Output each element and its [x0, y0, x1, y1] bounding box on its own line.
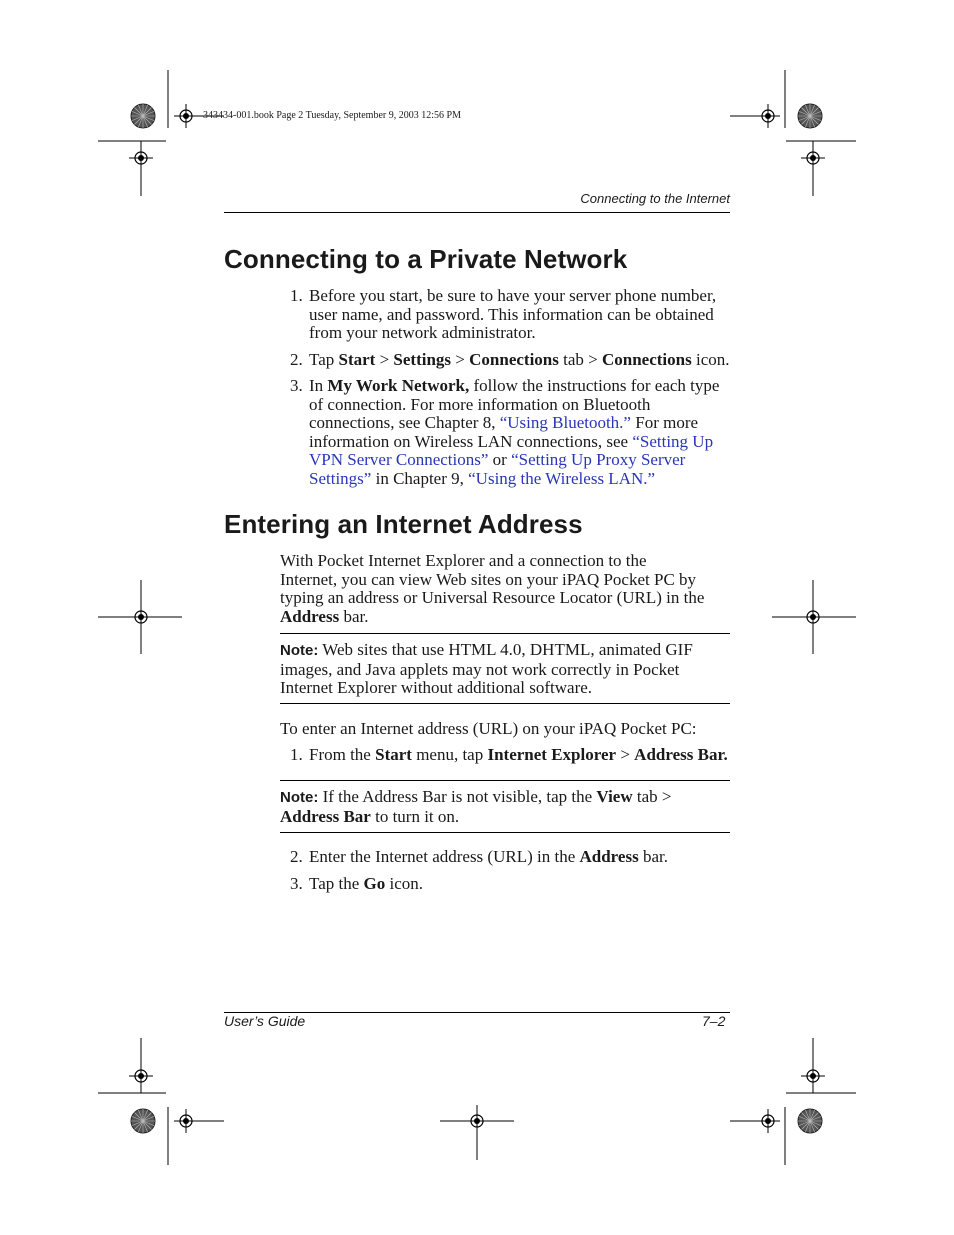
text-run: Tap the [309, 874, 364, 893]
ui-term-view: View [596, 787, 633, 806]
text-run: information on Wireless LAN connections, see [309, 431, 633, 451]
text-run: Enter the Internet address (URL) in the [309, 847, 580, 866]
step-number: 3. [290, 376, 303, 395]
step-text [309, 848, 729, 867]
page-number: 7–2 [702, 1013, 726, 1029]
text-line: Internet Explorer without additional software. [280, 678, 593, 697]
note-box [280, 641, 732, 698]
step-number: 2. [290, 350, 303, 369]
step-number: 2. [290, 847, 303, 866]
text-run: > [451, 350, 470, 369]
footer-title: User’s Guide [224, 1013, 306, 1029]
link-setting-up-proxy-cont[interactable]: Settings” [309, 468, 372, 488]
text-line: typing an address or Universal Resource Locator (URL) in the [280, 588, 705, 607]
text-run: Web sites that use HTML 4.0, DHTML, animated GIF [318, 640, 693, 659]
text-run: icon. [691, 350, 730, 369]
ui-term-my-work-network: My Work Network, [327, 376, 470, 395]
text-run: bar. [339, 606, 369, 626]
ui-term-connections-tab: Connections [469, 350, 559, 369]
link-using-bluetooth[interactable]: “Using Bluetooth.” [499, 413, 631, 432]
text-run: > [375, 350, 394, 369]
step-number: 1. [290, 745, 303, 764]
text-run: tab > [632, 787, 672, 806]
text-run: > [616, 745, 635, 764]
section-title-private-network: Connecting to a Private Network [224, 244, 628, 274]
text-run: For more [630, 413, 699, 432]
section-title-internet-address: Entering an Internet Address [224, 509, 583, 539]
step-number: 1. [290, 286, 303, 305]
note-label: Note: [280, 642, 319, 659]
ui-term-start: Start [375, 745, 412, 764]
ui-term-address-bar: Address Bar. [634, 745, 728, 764]
text-run: in Chapter 9, [371, 468, 469, 488]
text-run: From the [309, 745, 376, 764]
text-line: Before you start, be sure to have your server phone number, [309, 286, 717, 305]
ui-term-address: Address [579, 847, 639, 866]
print-slug-line: 343434-001.book Page 2 Tuesday, September 9, 2003 12:56 PM [203, 110, 461, 121]
text-line: With Pocket Internet Explorer and a connection to the [280, 551, 647, 570]
text-line: Internet, you can view Web sites on your iPAQ Pocket PC by [280, 569, 697, 589]
text-run: In [309, 376, 328, 395]
step-text [309, 875, 729, 894]
text-line: user name, and password. This information can be obtained [309, 304, 714, 324]
text-run: If the Address Bar is not visible, tap the [318, 787, 597, 806]
ui-term-go: Go [363, 874, 386, 893]
ui-term-connections-icon: Connections [601, 350, 692, 369]
note-label: Note: [280, 789, 319, 806]
text-line: of connection. For more information on Bluetooth [309, 394, 651, 414]
text-run: tab > [558, 350, 602, 369]
lead-paragraph: To enter an Internet address (URL) on your iPAQ Pocket PC: [280, 719, 697, 738]
intro-paragraph [280, 552, 732, 626]
step-text [309, 351, 729, 370]
ui-term-address: Address [280, 606, 340, 626]
ui-term-address-bar: Address Bar [280, 806, 371, 826]
note-rule-bottom [280, 832, 730, 833]
note-box [280, 788, 732, 826]
link-setting-up-vpn[interactable]: “Setting Up [632, 431, 714, 451]
header-rule [224, 212, 730, 213]
ui-term-start: Start [338, 350, 376, 369]
link-using-wireless-lan[interactable]: “Using the Wireless LAN.” [468, 468, 656, 488]
text-run: Tap [309, 350, 339, 369]
running-head: Connecting to the Internet [580, 191, 730, 206]
text-run: icon. [385, 874, 424, 893]
note-rule-bottom [280, 703, 730, 704]
step-number: 3. [290, 874, 303, 893]
step-text [309, 287, 729, 343]
note-rule-top [280, 780, 730, 781]
ui-term-settings: Settings [393, 350, 452, 369]
text-run: menu, tap [411, 745, 488, 764]
text-run: bar. [638, 847, 668, 866]
link-setting-up-vpn-cont[interactable]: VPN Server Connections” [309, 450, 489, 469]
step-text [309, 746, 729, 765]
text-line: from your network administrator. [309, 323, 536, 342]
text-run: follow the instructions for each type [469, 376, 720, 395]
text-run: to turn it on. [370, 806, 460, 826]
text-run: connections, see Chapter 8, [309, 413, 500, 432]
text-run: or [488, 450, 512, 469]
step-text [309, 377, 729, 488]
text-line: images, and Java applets may not work correctly in Pocket [280, 659, 680, 679]
note-rule-top [280, 633, 730, 634]
link-setting-up-proxy[interactable]: “Setting Up Proxy Server [511, 450, 686, 469]
ui-term-internet-explorer: Internet Explorer [487, 745, 617, 764]
